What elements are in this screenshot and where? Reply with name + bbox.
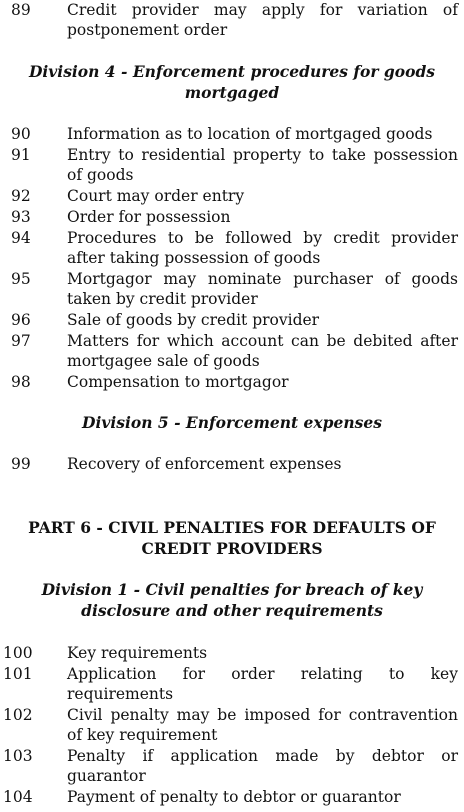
section-number: 89: [11, 1, 31, 19]
section-title: Civil penalty may be imposed for contravention of key requirement: [67, 706, 458, 744]
part-heading-line: CREDIT PROVIDERS: [141, 539, 323, 558]
division-heading-line: Division 5 - Enforcement expenses: [82, 413, 382, 432]
section-title: Key requirements: [67, 644, 208, 662]
section-number: 97: [11, 332, 31, 350]
section-number: 101: [3, 665, 33, 683]
section-title: Procedures to be followed by credit provider after taking possession of goods: [67, 229, 458, 267]
section-number: 90: [11, 125, 31, 143]
section-title: Credit provider may apply for variation of postponement order: [67, 1, 458, 39]
section-number: 103: [3, 747, 33, 765]
section-number: 94: [11, 229, 31, 247]
section-number: 95: [11, 270, 31, 288]
section-number: 104: [3, 788, 33, 806]
section-title: Compensation to mortgagor: [67, 373, 289, 391]
section-title: Matters for which account can be debited after mortgagee sale of goods: [67, 332, 458, 370]
section-number: 98: [11, 373, 31, 391]
section-title: Entry to residential property to take possession of goods: [67, 146, 458, 184]
section-title: Application for order relating to key requirements: [67, 665, 458, 703]
division-heading-line: Division 1 - Civil penalties for breach of key: [41, 580, 423, 599]
section-number: 96: [11, 311, 31, 329]
section-title: Order for possession: [67, 208, 231, 226]
division-heading-line: mortgaged: [184, 83, 280, 102]
section-title: Mortgagor may nominate purchaser of goods taken by credit provider: [67, 270, 458, 308]
section-number: 93: [11, 208, 31, 226]
section-title: Court may order entry: [67, 187, 245, 205]
section-title: Penalty if application made by debtor or guarantor: [67, 747, 458, 785]
section-number: 91: [11, 146, 31, 164]
section-number: 102: [3, 706, 33, 724]
section-title: Information as to location of mortgaged goods: [67, 125, 433, 143]
section-number: 100: [3, 644, 33, 662]
section-number: 99: [11, 455, 31, 473]
division-heading-line: disclosure and other requirements: [81, 601, 383, 620]
part-heading-line: PART 6 - CIVIL PENALTIES FOR DEFAULTS OF: [28, 518, 436, 537]
section-number: 92: [11, 187, 31, 205]
section-title: Recovery of enforcement expenses: [67, 455, 342, 473]
section-title: Sale of goods by credit provider: [67, 311, 320, 329]
section-title: Payment of penalty to debtor or guarantor: [67, 788, 401, 806]
division-heading-line: Division 4 - Enforcement procedures for goods: [28, 62, 436, 81]
